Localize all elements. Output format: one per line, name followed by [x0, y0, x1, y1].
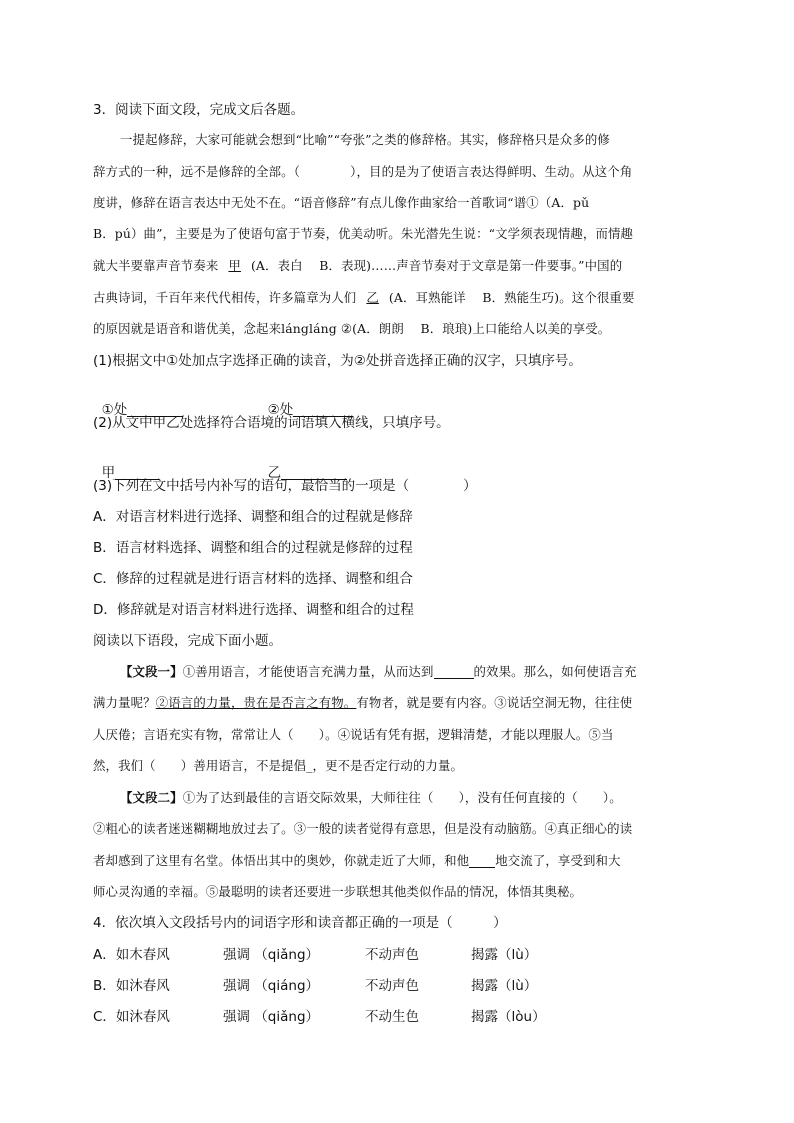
- q3-passage-line: 的原因就是语音和谐优美，念起来lángláng ②(A．朗朗 B．琅琅)上口能给人以美的享受。: [93, 321, 611, 336]
- blank[interactable]: [434, 664, 474, 679]
- cell: 不动声色: [365, 978, 419, 994]
- text: (A．表白 B．表现)……声音节奏对于文章是第一件要事。”中国的: [250, 258, 623, 273]
- q3-sub3: (3)下列在文中括号内补写的语句，最恰当的一项是（ ）: [93, 478, 477, 494]
- text: (A．耳熟能详 B．熟能生巧)。这个很重要: [388, 290, 635, 305]
- q3-sub2: (2)从文中甲乙处选择符合语境的词语填入横线，只填序号。: [93, 415, 450, 431]
- wd2-line: ②粗心的读者迷迷糊糊地放过去了。③一般的读者觉得有意思，但是没有动脑筋。④真正细心的读: [93, 821, 633, 836]
- answer-jia-label: 甲: [101, 465, 116, 481]
- answer-yi-label: 乙: [267, 465, 282, 481]
- q3-passage-line: 辞方式的一种，远不是修辞的全部。（ ），目的是为了使语言表达得鲜明、生动。从这个角: [93, 164, 633, 179]
- option-b[interactable]: B．语言材料选择、调整和组合的过程就是修辞的过程: [93, 540, 413, 556]
- q3-passage-line: [93, 257, 622, 275]
- blank-yi: 乙: [366, 290, 379, 305]
- q3-passage-line: [93, 289, 635, 307]
- q4-option-b[interactable]: [93, 977, 553, 995]
- wd1-line: 人厌倦；言语充实有物，常常让人（ ）。④说话有凭有据，逻辑清楚，才能以理服人。⑤当: [93, 727, 614, 742]
- option-d[interactable]: D．修辞就是对语言材料进行选择、调整和组合的过程: [93, 602, 414, 618]
- text: ①善用语言，才能使语言充满力量，从而达到: [182, 664, 434, 679]
- q4-title: 4．依次填入文段括号内的词语字形和读音都正确的一项是（ ）: [93, 915, 507, 931]
- answer-2-label: ②处: [267, 402, 294, 418]
- wd2-line: [93, 852, 621, 870]
- cell: 强调 （qiáng）: [223, 978, 320, 994]
- wd2-line: 师心灵沟通的幸福。⑤最聪明的读者还要进一步联想其他类似作品的情况，体悟其奥秘。: [93, 884, 583, 899]
- cell: 不动声色: [365, 947, 419, 963]
- q3-title: 3．阅读下面文段，完成文后各题。: [93, 102, 305, 118]
- wd1-line: [93, 694, 632, 712]
- cell: A．如木春风: [93, 947, 170, 963]
- cell: 揭露（lòu）: [471, 1009, 546, 1025]
- q3-sub1: (1)根据文中①处加点字选择正确的读音，为②处拼音选择正确的汉字，只填序号。: [93, 353, 582, 369]
- blank-jia: 甲: [228, 258, 241, 273]
- option-a[interactable]: A．对语言材料进行选择、调整和组合的过程就是修辞: [93, 509, 413, 525]
- q3-passage-line: 度讲，修辞在语言表达中无处不在。“语音修辞”有点儿像作曲家给一首歌词“谱①（A．pǔ: [93, 195, 590, 210]
- q3-passage-line: B．pú）曲”，主要是为了使语句富于节奏，优美动听。朱光潜先生说：“文学须表现情趣，而情趣: [93, 226, 634, 241]
- wd2-label: 【文段二】: [120, 790, 183, 805]
- underlined-sentence: ②语言的力量，贵在是否言之有物。: [155, 695, 357, 710]
- text: 有物者，就是要有内容。③说话空洞无物，往往使: [356, 695, 633, 710]
- cell: 强调 （qiǎng）: [223, 1009, 320, 1025]
- text: 满力量呢？: [93, 695, 156, 710]
- option-c[interactable]: C．修辞的过程就是进行语言材料的选择、调整和组合: [93, 571, 413, 587]
- blank[interactable]: [469, 853, 495, 868]
- cell: 强调 （qiǎng）: [223, 947, 320, 963]
- q3-passage-line: 一提起修辞，大家可能就会想到“比喻”“夸张”之类的修辞格。其实，修辞格只是众多的修: [120, 132, 610, 147]
- wd1-line: 然，我们（ ）善用语言，不是提倡_，更不是否定行动的力量。: [93, 758, 464, 773]
- wd1-line: [120, 663, 637, 681]
- q4-option-a[interactable]: [93, 946, 553, 964]
- text: 的效果。那么，如何使语言充: [473, 664, 637, 679]
- wd2-line: [120, 789, 622, 807]
- wd1-label: 【文段一】: [120, 664, 183, 679]
- cell: 不动生色: [365, 1009, 419, 1025]
- answer-1-label: ①处: [101, 402, 128, 418]
- text: 者却感到了这里有名堂。体悟出其中的奥妙，你就走近了大师，和他: [93, 853, 470, 868]
- q4-option-c[interactable]: [93, 1008, 553, 1026]
- reading-intro: 阅读以下语段，完成下面小题。: [93, 633, 282, 649]
- cell: B．如沐春风: [93, 978, 170, 994]
- cell: C．如沐春风: [93, 1009, 170, 1025]
- text: 地交流了，享受到和大: [495, 853, 621, 868]
- cell: 揭露（lù）: [471, 978, 538, 994]
- text: 古典诗词，千百年来代代相传，许多篇章为人们: [93, 290, 357, 305]
- text: 就大半要靠声音节奏来: [93, 258, 219, 273]
- text: ①为了达到最佳的言语交际效果，大师往往（ ），没有任何直接的（ ）。: [182, 790, 622, 805]
- cell: 揭露（lù）: [471, 947, 538, 963]
